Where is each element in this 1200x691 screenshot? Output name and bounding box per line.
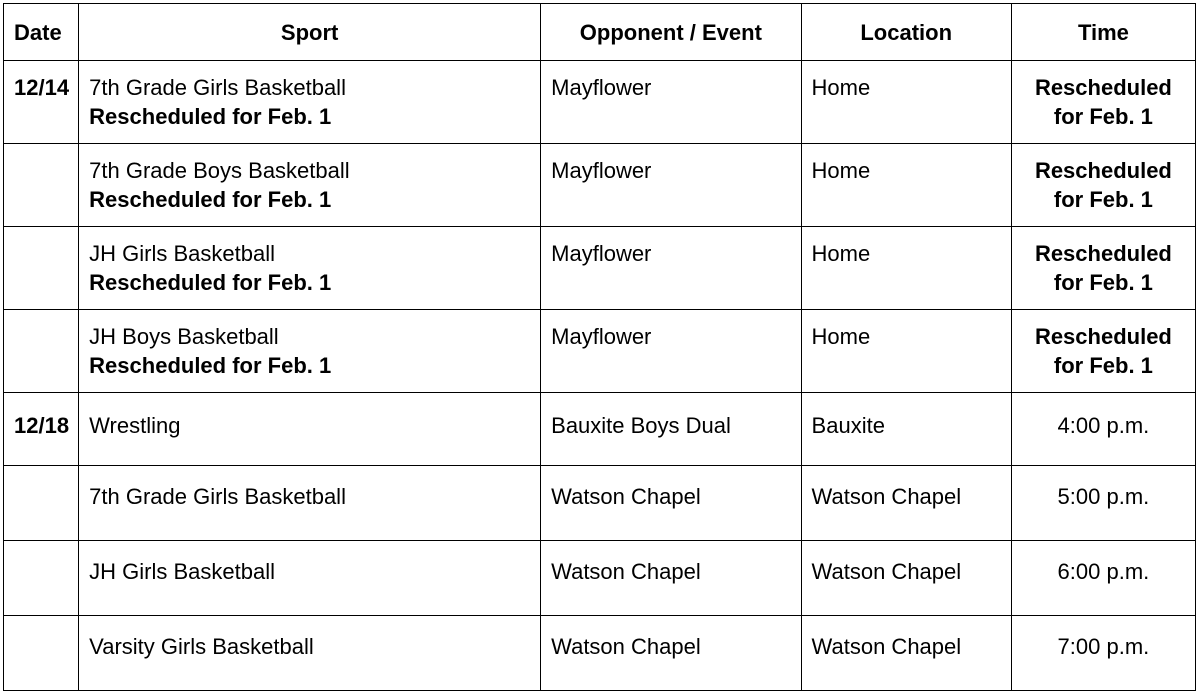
location-cell: Home — [801, 310, 1011, 393]
table-row — [4, 310, 1196, 393]
opponent-cell: Mayflower — [541, 227, 801, 310]
sport-note: Rescheduled for Feb. 1 — [89, 104, 332, 129]
opponent-cell: Watson Chapel — [541, 466, 801, 541]
table-row — [4, 616, 1196, 691]
time-cell: Rescheduled for Feb. 1 — [1011, 61, 1195, 144]
sport-cell — [79, 393, 541, 466]
table-row — [4, 61, 1196, 144]
time-cell: 4:00 p.m. — [1011, 393, 1195, 466]
sport-cell — [79, 541, 541, 616]
date-cell — [4, 466, 79, 541]
table-row — [4, 466, 1196, 541]
table-row — [4, 541, 1196, 616]
sport-note: Rescheduled for Feb. 1 — [89, 353, 332, 378]
header-time: Time — [1011, 4, 1195, 61]
header-row — [4, 4, 1196, 61]
sport-cell — [79, 144, 541, 227]
sport-name: JH Girls Basketball — [89, 559, 276, 584]
sport-cell — [79, 616, 541, 691]
header-sport: Sport — [79, 4, 541, 61]
location-cell: Watson Chapel — [801, 541, 1011, 616]
sport-cell — [79, 61, 541, 144]
time-cell: 7:00 p.m. — [1011, 616, 1195, 691]
time-cell: Rescheduled for Feb. 1 — [1011, 227, 1195, 310]
table-row — [4, 393, 1196, 466]
time-cell: Rescheduled for Feb. 1 — [1011, 144, 1195, 227]
sport-cell — [79, 227, 541, 310]
time-cell: 5:00 p.m. — [1011, 466, 1195, 541]
location-cell: Home — [801, 227, 1011, 310]
table-row — [4, 227, 1196, 310]
sport-name: Wrestling — [89, 413, 181, 438]
location-cell: Bauxite — [801, 393, 1011, 466]
location-cell: Watson Chapel — [801, 616, 1011, 691]
location-cell: Home — [801, 61, 1011, 144]
opponent-cell: Mayflower — [541, 144, 801, 227]
sport-note: Rescheduled for Feb. 1 — [89, 187, 332, 212]
sport-name: 7th Grade Girls Basketball — [89, 75, 346, 100]
location-cell: Watson Chapel — [801, 466, 1011, 541]
date-cell — [4, 144, 79, 227]
sport-cell — [79, 310, 541, 393]
schedule-table — [3, 3, 1196, 691]
sport-name: JH Boys Basketball — [89, 324, 279, 349]
opponent-cell: Watson Chapel — [541, 616, 801, 691]
date-cell — [4, 541, 79, 616]
date-cell — [4, 227, 79, 310]
date-cell — [4, 310, 79, 393]
date-cell: 12/14 — [4, 61, 79, 144]
sport-name: Varsity Girls Basketball — [89, 634, 314, 659]
sport-name: 7th Grade Girls Basketball — [89, 484, 346, 509]
time-cell: Rescheduled for Feb. 1 — [1011, 310, 1195, 393]
sport-note: Rescheduled for Feb. 1 — [89, 270, 332, 295]
opponent-cell: Mayflower — [541, 61, 801, 144]
header-location: Location — [801, 4, 1011, 61]
sport-name: JH Girls Basketball — [89, 241, 276, 266]
opponent-cell: Watson Chapel — [541, 541, 801, 616]
header-date: Date — [4, 4, 79, 61]
table-row — [4, 144, 1196, 227]
location-cell: Home — [801, 144, 1011, 227]
date-cell — [4, 616, 79, 691]
time-cell: 6:00 p.m. — [1011, 541, 1195, 616]
sport-name: 7th Grade Boys Basketball — [89, 158, 350, 183]
opponent-cell: Bauxite Boys Dual — [541, 393, 801, 466]
opponent-cell: Mayflower — [541, 310, 801, 393]
header-opponent: Opponent / Event — [541, 4, 801, 61]
sport-cell — [79, 466, 541, 541]
date-cell: 12/18 — [4, 393, 79, 466]
